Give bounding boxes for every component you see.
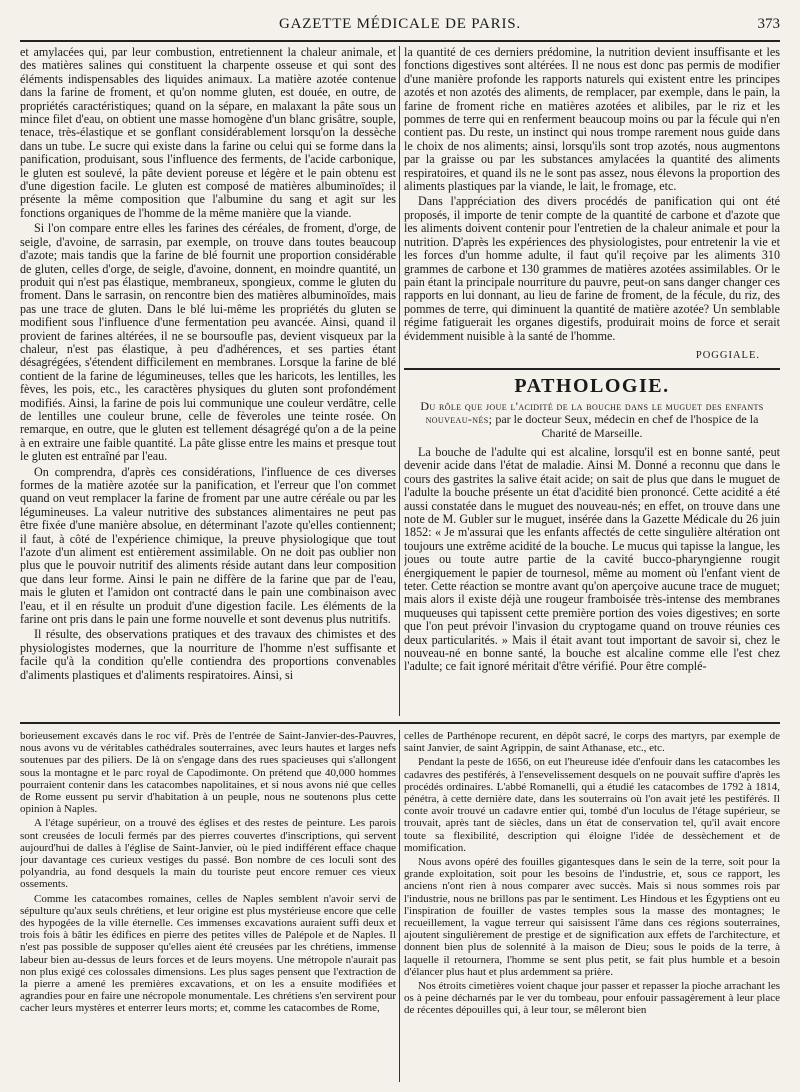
paragraph: La bouche de l'adulte qui est alcaline, lorsqu'il est en bonne santé, peut devenir acide dans l'état de maladie. Ainsi M. Donné a reconnu que dans le cours des gastrites la salive était acide; on sait de plus que dans le muguet de l'adulte la bouche présente un état d'acidité bien prononcé. Cette acidité a été aussi constatée dans le muguet des nouveau-nés; en effet, on trouve dans une note de M. Gubler sur le muguet, insérée dans la Gazette Médicale du 26 juin 1852: « Je m'assurai que les enfants affectés de cette singulière altération ont toujours une extrême acidité de la bouche. Le mucus qui tapisse la langue, les joues ou toute autre partie de la cavité bucco-pharyngienne rougit énergiquement le papier de tournesol, même au moment où l'enfant vient de teter. Cette réaction se montre avant qu'on aperçoive aucune trace de muguet; mais alors il existe déjà une rougeur framboisée très-intense des membranes muqueuses qui tapissent cette première portion des voies digestives; en sorte que l'on peut prévoir l'invasion du cryptogame quand on trouve réunies ces deux particularités. » Mais il était avant tout important de savoir si, chez le nouveau-né en bonne santé, la bouche est alcaline comme elle l'est chez l'adulte; ce fait ignoré méritait d'être vérifié. Pour être complé-: [404, 444, 780, 674]
paragraph: A l'étage supérieur, on a trouvé des églises et des restes de peinture. Les parois sont creusées de loculi fermés par des pierres couvertes d'inscriptions, qui servent aujourd'hui de dalles à l'église de Saint-Janvier, où le pied indifférent efface chaque jour davantage ces curieux vestiges du passé. Bon nombre de ces loculi sont des polyandria, au fond desquels la main du touriste peut encore remuer ces vieux ossements.: [20, 817, 396, 891]
section-heading: PATHOLOGIE.: [514, 375, 670, 398]
journal-title: GAZETTE MÉDICALE DE PARIS.: [279, 16, 521, 32]
page-number: 373: [757, 16, 780, 32]
paragraph: On comprendra, d'après ces considérations, l'influence de ces diverses formes de la matière azotée sur la panification, et l'erreur que l'on commet quand on veut remplacer la farine de froment par une autre céréale ou par les légumineuses. La valeur nutritive des substances alimentaires ne peut pas être fixée d'une manière absolue, en déterminant l'azote qu'elles contiennent; il faut, à côté de l'expérience chimique, la preuve physiologique que tout l'azote d'un aliment est entièrement assimilable. On ne doit pas oublier non plus que le pouvoir nutritif des aliments réside autant dans leur composition que dans leur forme. Ainsi le pain ne diffère de la farine que par de l'eau, mais le gluten et l'amidon ont contracté dans le pain une combinaison avec l'eau, et il en résulte un produit d'une digestion facile. Les éléments de la farine ont pris dans le pain une forme nouvelle et sont devenus plus nutritifs.: [20, 464, 396, 627]
column-divider: [399, 730, 400, 1082]
paragraph: Comme les catacombes romaines, celles de Naples semblent n'avoir servi de sépulture qu'aux seuls chrétiens, et leur origine est plus mystérieuse encore que celle des hypogées de la ville éternelle. Ces immenses excavations auraient suffi deux et trois fois à bâtir les édifices en pierre des petites villes de Palépole et de Naples. Il n'est pas possible de supposer qu'elles aient été creusées par les chrétiens, immense labeur bien au-dessus de leurs forces et de leurs moyens. Une métropole n'aurait pas non plus exigé ces colossales dimensions. Les plus sages pensent que l'extraction de la pierre a amené les premières excavations, et on les a ensuite modifiées et agrandies pour en faire une nécropole monumentale. Les chrétiens s'en servirent pour cacher leurs mystères et enterrer leurs morts; et, comme les catacombes de Rome,: [20, 892, 396, 1015]
article-subtitle-author: par le docteur Seux, médecin en chef de l'hospice de la Charité de Marseille.: [495, 412, 759, 440]
author-signature: POGGIALE.: [695, 349, 760, 361]
article-subtitle-title: Du rôle que joue l'acidité de la bouche dans le muguet des enfants nouveau-nés;: [420, 398, 764, 427]
horizontal-divider: [20, 722, 780, 724]
paragraph: Si l'on compare entre elles les farines des céréales, de froment, d'orge, de seigle, d'avoine, de sarrasin, par exemple, on trouve dans toutes beaucoup d'azote; mais tandis que la farine de blé fournit une proportion considérable de gluten, celles d'orge, de seigle, d'avoine, donnent, en moindre quantité, un produit qui n'est pas élastique, membraneux, spongieux, comme le gluten du froment. Dans le sarrasin, on rencontre bien des matières albuminoïdes, mais pas une trace de gluten. Dans le blé lui-même les propriétés du gluten se modifient sous l'influence d'une fermentation peu avancée. Ainsi, quand il provient de farines altérées, il ne se boursoufle pas, devient visqueux par la chaleur, n'est pas élastique, à peu d'adhérences, et ses parties étant désagrégées, s'étendent difficilement en membranes. Lorsque la farine de blé contient de la farine de légumineuses, telles que les haricots, les lentilles, les fèves, les pois, etc., les caractères physiques du gluten sont profondément modifiés. Ainsi, la farine de pois lui communique une couleur verdâtre, celle de lentilles une couleur brune, celle de fèveroles une teinte rosée. On remarque, en outre, que le gluten est tellement désagrégé qu'on a de la peine à en extraire une faible quantité. La pâte glisse entre les mains et presque tout le gluten est entraîné par l'eau.: [20, 221, 396, 464]
article-subtitle: [408, 400, 776, 440]
top-right-column: [404, 46, 780, 716]
paragraph: Dans l'appréciation des divers procédés de panification qui ont été proposés, il importe de tenir compte de la quantité de carbone et d'azote que les aliments doivent contenir pour l'entretien de la chaleur animale et pour la nutrition. D'après les expériences des physiologistes, pour entretenir la vie et les forces d'un homme adulte, il faut qu'il reçoive par les aliments 310 grammes de carbone et 130 grammes de matières azotées assimilables. Or le pain étant la principale nourriture du pauvre, peut-on sans danger changer ces rapports en lui donnant, au lieu de farine de froment, de la fécule, du riz, des pommes de terre, qui diminuent la quantité de matière azotée? Un semblable régime fatiguerait les organes digestifs, produirait moins de force et serait évidemment nuisible à la santé de l'homme.: [404, 194, 780, 343]
paragraph: Nos étroits cimetières voient chaque jour passer et repasser la pioche arrachant les os à peine décharnés par le ver du tombeau, pour enfouir passagèrement à leur place de récentes dépouilles qui, à leur tour, se mêleront bien: [404, 980, 780, 1017]
paragraph: celles de Parthénope recurent, en dépôt sacré, le corps des martyrs, par exemple de saint Janvier, de saint Agrippin, de saint Athanase, etc., etc.: [404, 730, 780, 755]
paragraph: Pendant la peste de 1656, on eut l'heureuse idée d'enfouir dans les catacombes les cadavres des pestiférés, à l'ensevelissement desquels on ne pouvait suffire d'après les procédés ordinaires. L'abbé Romanelli, qui a étudié les catacombes de 1792 à 1814, pénétra, à cette dernière date, dans les souterrains où l'on avait jeté les pestiférés. Il conte avoir trouvé un cadavre entier qui, tombé d'un loculus de l'étage supérieur, se trouvait, après tant de siècles, dans un état de conservation tel, qu'il avait encore toute sa flexibilité, description qui éloigne l'idée de dessèchement et de momification.: [404, 756, 780, 854]
page-header: [20, 12, 780, 42]
paragraph: Il résulte, des observations pratiques et des travaux des chimistes et des physiologistes modernes, que la nourriture de l'homme n'est suffisante et facile qu'à la condition qu'elle contiendra des proportions convenables d'aliments plastiques et d'aliments respiratoires. Ainsi, si: [20, 627, 396, 682]
section-divider: [404, 368, 780, 370]
bottom-right-column: [404, 730, 780, 1082]
paragraph: la quantité de ces derniers prédomine, la nutrition devient insuffisante et les fonctions digestives sont altérées. Il ne nous est donc pas permis de modifier d'une manière profonde les rapports naturels qui existent entre les principes azotés et non azotés des aliments, de remplacer, par exemple, dans le pain, la farine de froment riche en matières azotées et alibiles, par le riz et les pommes de terre qui en renferment beaucoup moins ou par la fécule qui n'en contient pas. Du reste, un instinct qui nous trompe rarement nous guide dans le choix de nos aliments; ainsi, lorsqu'ils sont trop azotés, nous augmentons par la graisse ou par les substances amylacées la quantité des aliments respiratoires, et quand ils ne le sont pas assez, nous élevons la proportion des aliments plastiques par la viande, le lait, le fromage, etc.: [404, 46, 780, 194]
top-left-column: [20, 46, 396, 716]
paragraph: et amylacées qui, par leur combustion, entretiennent la chaleur animale, et des matières salines qui constituent la charpente osseuse et qui sont des éléments indispensables des liquides animaux. La matière azotée contenue dans la farine de froment, et qu'on nomme gluten, est douée, en outre, de propriétés caractéristiques; quand on la sépare, en malaxant la pâte sous un mince filet d'eau, on obtient une masse homogène d'un blanc grisâtre, souple, tenace, très-élastique et se gonflant considérablement lorsqu'on la dessèche dans un tube. Le sucre qui existe dans la farine ou celui qui se forme dans la panification, produisant, sous l'influence des ferments, de l'acide carbonique, le gluten est soulevé, la pâte devient poreuse et légère et le pain obtenu est d'une digestion facile. Le gluten est composé de matières albuminoïdes; il présente la même composition que l'albumine du sang et agit sur les fonctions organiques de l'homme de la même manière que la viande.: [20, 46, 396, 220]
column-divider: [399, 46, 400, 716]
paragraph: borieusement excavés dans le roc vif. Près de l'entrée de Saint-Janvier-des-Pauvres, nous avons vu de véritables cathédrales souterraines, avec leurs hautes et larges nefs soutenues par des piliers. De là on s'engage dans des rues spacieuses qui s'allongent sous la montagne et le parc royal de Capodimonte. On prétend que 40,000 hommes pourraient contenir dans les catacombes napolitaines, et si nous avons nié que celles de Rome eussent pu servir d'habitation à un peuple, nous ne soutenons plus cette opinion à Naples.: [20, 730, 396, 816]
paragraph: Nous avons opéré des fouilles gigantesques dans le sein de la terre, soit pour la grande exploitation, soit pour les besoins de l'industrie, et, sous ce rapport, les anciens n'ont rien à nous comparer avec succès. Mais si nous sommes rois par l'industrie, nous ne brillons pas par le sentiment. Les Hindous et les Égyptiens ont eu l'inspiration de fouiller de vastes temples sous la masse des montagnes; le recueillement, la vague terreur qui saisissent l'âme dans ces régions souterraines, ajoutent singulièrement de prestige et de signification aux effets de l'architecture, et donnent bien plus de solennité à la maison de Dieu; sous le poids de la terre, à laquelle il retournera, l'homme se sent plus petit, se fait plus humble et a besoin d'élancer plus haut et plus ardemment sa prière.: [404, 856, 780, 978]
bottom-left-column: [20, 730, 396, 1082]
